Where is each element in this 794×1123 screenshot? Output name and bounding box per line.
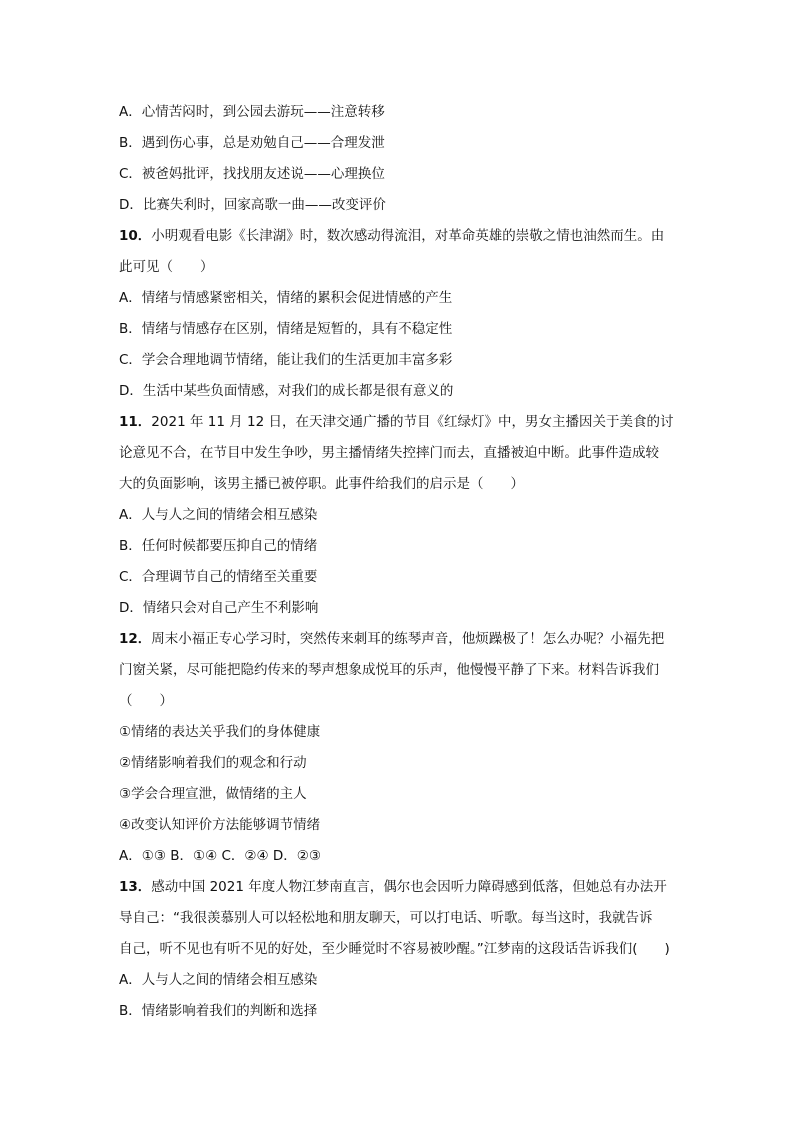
q12-statement-2: ②情绪影响着我们的观念和行动	[119, 755, 307, 771]
q11-stem-line-2: 论意见不合，在节目中发生争吵，男主播情绪失控摔门而去，直播被迫中断。此事件造成较	[119, 445, 659, 461]
q11-option-d: D．情绪只会对自己产生不利影响	[119, 600, 319, 616]
q9-option-c: C．被爸妈批评，找找朋友述说——心理换位	[119, 166, 385, 182]
q12-answer-options: A．①③ B．①④ C．②④ D．②③	[119, 848, 322, 864]
q10-number: 10．	[119, 228, 152, 244]
q11-stem-line-1	[119, 413, 673, 431]
q11-option-a: A．人与人之间的情绪会相互感染	[119, 507, 318, 523]
q13-stem-text-1: 感动中国 2021 年度人物江梦南直言，偶尔也会因听力障碍感到低落，但她总有办法开	[151, 879, 667, 895]
q10-option-c: C．学会合理地调节情绪，能让我们的生活更加丰富多彩	[119, 352, 453, 368]
q11-option-c: C．合理调节自己的情绪至关重要	[119, 569, 318, 585]
q12-statement-1: ①情绪的表达关乎我们的身体健康	[119, 724, 321, 740]
q13-number: 13．	[119, 879, 152, 895]
q9-option-b: B．遇到伤心事，总是劝勉自己——合理发泄	[119, 135, 385, 151]
q13-stem-line-3: 自己，听不见也有听不见的好处，至少睡觉时不容易被吵醒。”江梦南的这段话告诉我们( )	[119, 941, 670, 957]
q10-option-b: B．情绪与情感存在区别，情绪是短暂的，具有不稳定性	[119, 321, 453, 337]
q10-option-d: D．生活中某些负面情感，对我们的成长都是很有意义的	[119, 383, 454, 399]
q13-stem-line-2: 导自己：“我很羡慕别人可以轻松地和朋友聊天，可以打电话、听歌。每当这时，我就告诉	[119, 910, 653, 926]
q10-stem-line-2: 此可见（ ）	[119, 259, 214, 275]
q12-stem-line-2: 门窗关紧，尽可能把隐约传来的琴声想象成悦耳的乐声，他慢慢平静了下来。材料告诉我们	[119, 662, 659, 678]
q11-option-b: B．任何时候都要压抑自己的情绪	[119, 538, 318, 554]
q9-option-a: A．心情苦闷时，到公园去游玩——注意转移	[119, 104, 385, 120]
q10-stem-text-1: 小明观看电影《长津湖》时，数次感动得流泪，对革命英雄的崇敬之情也油然而生。由	[151, 228, 665, 244]
q13-stem-line-1	[119, 878, 667, 896]
q12-stem-line-1	[119, 630, 664, 648]
q12-stem-line-3: （ ）	[119, 693, 173, 709]
q13-option-b: B．情绪影响着我们的判断和选择	[119, 1003, 318, 1019]
q12-statement-4: ④改变认知评价方法能够调节情绪	[119, 817, 321, 833]
q11-number: 11．	[119, 414, 152, 430]
q12-stem-text-1: 周末小福正专心学习时，突然传来刺耳的练琴声音，他烦躁极了！怎么办呢？小福先把	[151, 631, 665, 647]
q10-option-a: A．情绪与情感紧密相关，情绪的累积会促进情感的产生	[119, 290, 453, 306]
q12-number: 12．	[119, 631, 152, 647]
q10-stem-line-1	[119, 227, 664, 245]
q12-statement-3: ③学会合理宣泄，做情绪的主人	[119, 786, 307, 802]
q11-stem-text-1: 2021 年 11 月 12 日，在天津交通广播的节目《红绿灯》中，男女主播因关于美食的讨	[151, 414, 674, 430]
q11-stem-line-3: 大的负面影响，该男主播已被停职。此事件给我们的启示是（ ）	[119, 476, 524, 492]
q9-option-d: D．比赛失利时，回家高歌一曲——改变评价	[119, 197, 386, 213]
q13-option-a: A．人与人之间的情绪会相互感染	[119, 972, 318, 988]
